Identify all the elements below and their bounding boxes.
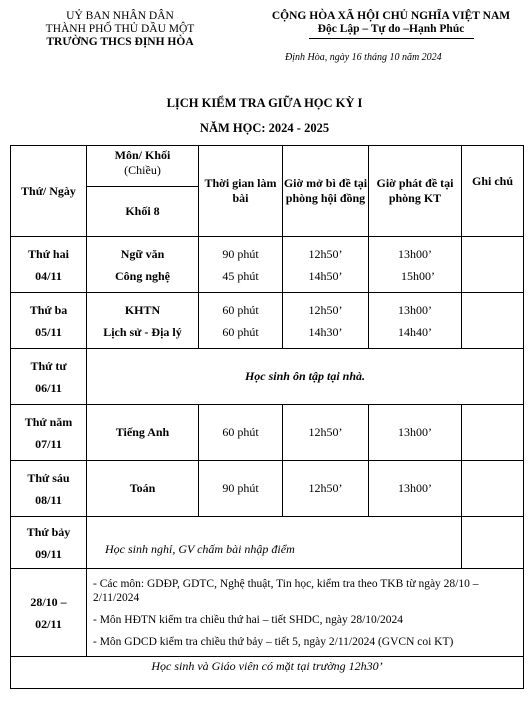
motto-underline: [309, 38, 474, 39]
duration-cell: 60 phút: [199, 405, 283, 461]
subject-name: Công nghệ: [114, 268, 170, 283]
duration-value: 90 phút: [222, 246, 259, 261]
study-at-home-message: Học sinh ôn tập tại nhà.: [87, 349, 524, 405]
dispatch-time-value: 13h00’: [398, 246, 432, 261]
day-name: Thứ hai: [28, 246, 69, 261]
date-range-cell: [11, 569, 87, 657]
range-end: 02/11: [35, 616, 62, 631]
table-row: [11, 461, 524, 517]
table-row: [11, 293, 524, 349]
range-start: 28/10 –: [30, 594, 67, 609]
dispatch-time-value: 13h00’: [398, 302, 432, 317]
table-row: [11, 569, 524, 657]
duration-cell: [199, 293, 283, 349]
day-name: Thứ tư: [30, 358, 67, 373]
subject-cell: Tiếng Anh: [87, 405, 199, 461]
day-date: 06/11: [35, 380, 62, 395]
national-header: [255, 10, 527, 39]
day-cell: [11, 461, 87, 517]
day-name: Thứ bảy: [26, 524, 71, 539]
school-name: TRƯỜNG THCS ĐỊNH HÒA: [46, 36, 194, 48]
subject-cell: [87, 293, 199, 349]
open-time-cell: 12h50’: [283, 461, 369, 517]
dispatch-time-cell: [369, 293, 462, 349]
issuer-block: [10, 10, 230, 49]
day-cell: [11, 349, 87, 405]
dispatch-time-cell: 13h00’: [369, 405, 462, 461]
day-cell: [11, 237, 87, 293]
note-line: - Môn HĐTN kiểm tra chiều thứ hai – tiết SHDC, ngày 28/10/2024: [93, 613, 403, 626]
notes-cell: [462, 461, 524, 517]
issuer-line-2: THÀNH PHỐ THỦ DẦU MỘT: [45, 23, 195, 35]
exam-schedule-table: [10, 145, 524, 689]
open-time-cell: [283, 237, 369, 293]
dispatch-time-cell: 13h00’: [369, 461, 462, 517]
document-date: Định Hòa, ngày 16 tháng 10 năm 2024: [285, 52, 442, 63]
open-time-cell: [283, 293, 369, 349]
national-motto: Độc Lập – Tự do –Hạnh Phúc: [317, 23, 465, 35]
table-row: [11, 405, 524, 461]
duration-cell: 90 phút: [199, 461, 283, 517]
notes-cell: [462, 405, 524, 461]
table-row: [11, 657, 524, 689]
duration-value: 60 phút: [222, 324, 259, 339]
day-off-message: Học sinh nghỉ, GV chấm bài nhập điểm: [87, 517, 462, 569]
day-name: Thứ sáu: [27, 470, 70, 485]
subject-name: Ngữ văn: [120, 246, 165, 261]
header-open-time: Giờ mở bì đề tại phòng hội đồng: [283, 146, 369, 237]
open-time-cell: 12h50’: [283, 405, 369, 461]
header-grade: Khối 8: [87, 187, 199, 237]
day-date: 07/11: [35, 436, 62, 451]
dispatch-time-value: 14h40’: [398, 324, 432, 339]
national-title: CỘNG HÒA XÃ HỘI CHỦ NGHĨA VIỆT NAM: [271, 10, 511, 22]
day-name: Thứ ba: [29, 302, 68, 317]
day-name: Thứ năm: [24, 414, 73, 429]
notes-cell: [462, 237, 524, 293]
header-notes: Ghi chú: [462, 146, 524, 237]
document-title: LỊCH KIỂM TRA GIỮA HỌC KỲ I: [166, 96, 363, 110]
dispatch-time-cell: [369, 237, 462, 293]
open-time-value: 12h50’: [308, 302, 343, 317]
header-subject-session: (Chiều): [124, 163, 161, 177]
table-row: [11, 237, 524, 293]
day-cell: [11, 517, 87, 569]
note-line: - Môn GDCD kiểm tra chiều thứ bảy – tiết 5, ngày 2/11/2024 (GVCN coi KT): [93, 635, 454, 648]
notes-cell: [462, 517, 524, 569]
header-dispatch-time: Giờ phát đề tại phòng KT: [369, 146, 462, 237]
table-row: [11, 349, 524, 405]
header-subject-label: Môn/ Khối: [114, 148, 171, 162]
subject-cell: Toán: [87, 461, 199, 517]
duration-value: 45 phút: [222, 268, 259, 283]
issuer-line-1: UỶ BAN NHÂN DÂN: [66, 10, 174, 22]
subject-name: KHTN: [124, 302, 161, 317]
duration-value: 60 phút: [222, 302, 259, 317]
day-date: 05/11: [35, 324, 62, 339]
other-subjects-notes: [87, 569, 524, 657]
open-time-value: 14h30’: [308, 324, 343, 339]
header-subject: [87, 146, 199, 187]
attendance-note: Học sinh và Giáo viên có mặt tại trường 12h30’: [11, 657, 524, 689]
subject-name: Lịch sử - Địa lý: [103, 324, 182, 339]
note-line: - Các môn: GDĐP, GDTC, Nghệ thuật, Tin học, kiểm tra theo TKB từ ngày 28/10 – 2/11/2024: [93, 577, 479, 604]
header-day: Thứ/ Ngày: [11, 146, 87, 237]
day-date: 04/11: [35, 268, 62, 283]
header-duration: Thời gian làm bài: [199, 146, 283, 237]
day-date: 09/11: [35, 546, 62, 561]
duration-cell: [199, 237, 283, 293]
day-cell: [11, 405, 87, 461]
subject-cell: [87, 237, 199, 293]
dispatch-time-value: 15h00’: [401, 268, 435, 283]
open-time-value: 14h50’: [308, 268, 343, 283]
notes-cell: [462, 293, 524, 349]
day-cell: [11, 293, 87, 349]
table-row: [11, 517, 524, 569]
open-time-value: 12h50’: [308, 246, 343, 261]
day-date: 08/11: [35, 492, 62, 507]
school-year: NĂM HỌC: 2024 - 2025: [199, 121, 330, 135]
